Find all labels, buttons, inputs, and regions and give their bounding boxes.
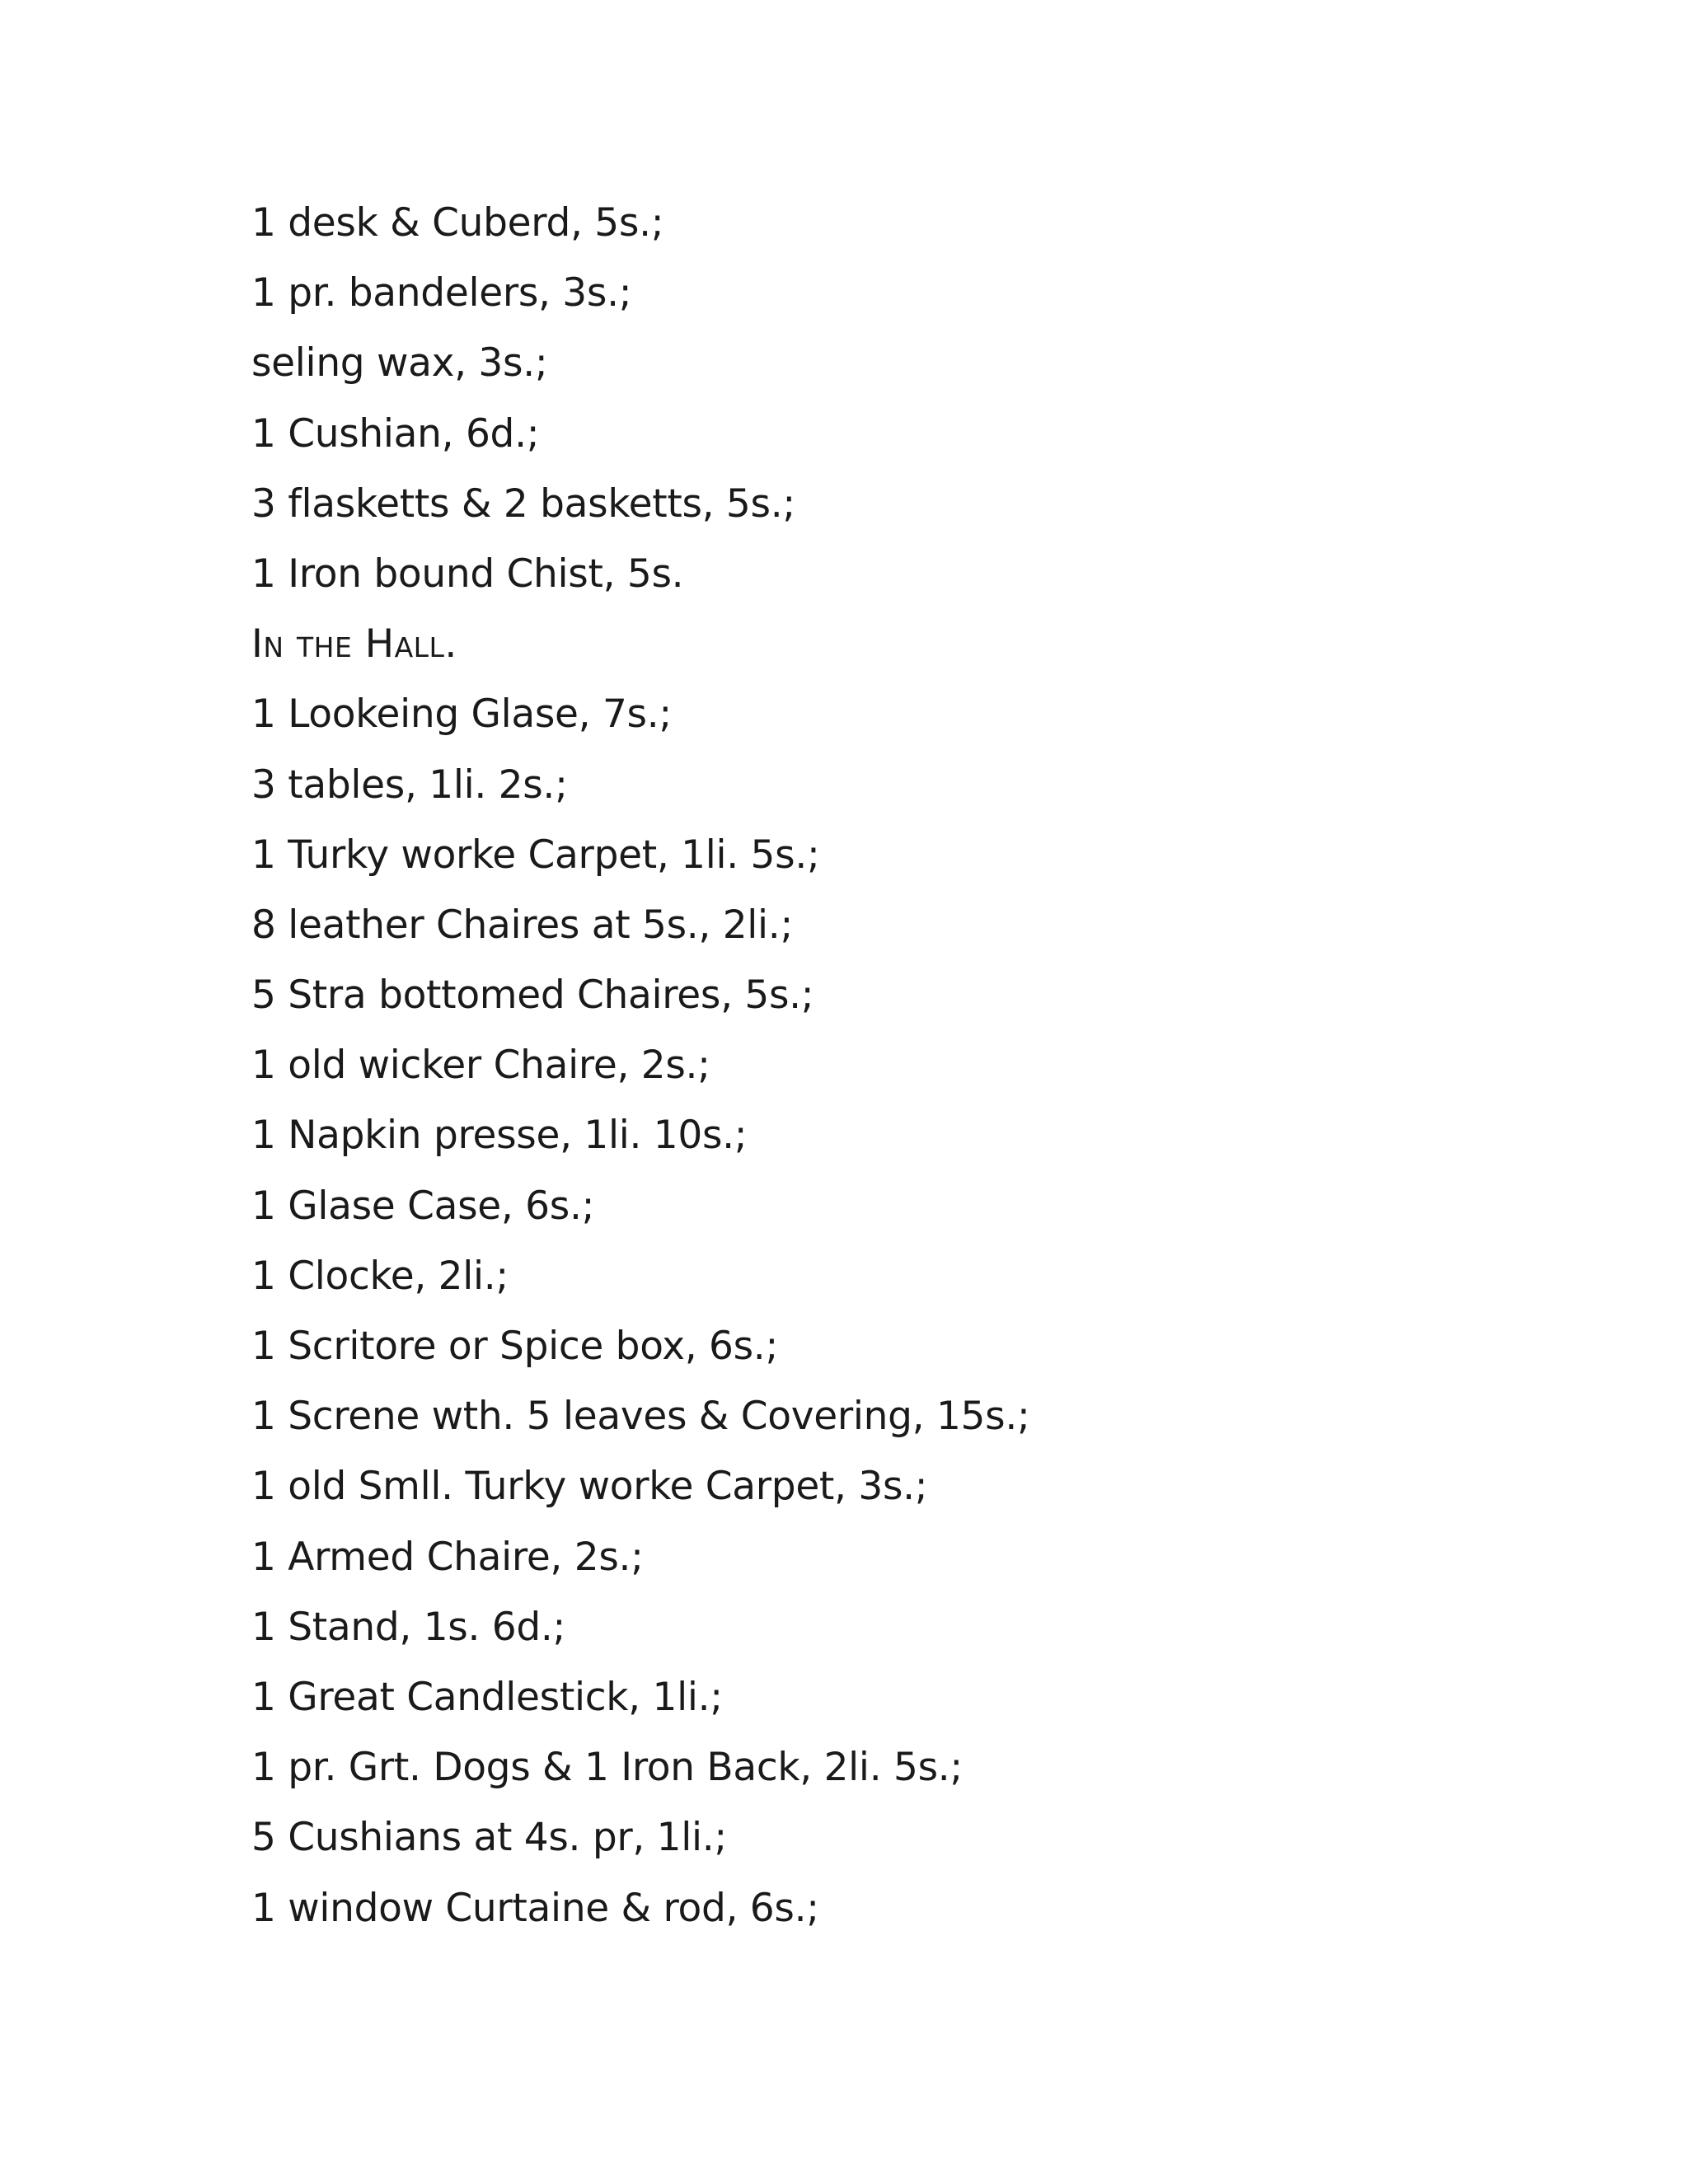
inventory-line: 1 old Smll. Turky worke Carpet, 3s.; xyxy=(251,1464,928,1510)
inventory-line: 1 Clocke, 2li.; xyxy=(251,1253,509,1299)
inventory-line: 1 Armed Chaire, 2s.; xyxy=(251,1534,644,1580)
inventory-line: 3 tables, 1li. 2s.; xyxy=(251,762,568,808)
inventory-line: 1 Cushian, 6d.; xyxy=(251,410,540,457)
inventory-line: 1 Scritore or Spice box, 6s.; xyxy=(251,1324,778,1369)
inventory-line: 1 Screne wth. 5 leaves & Covering, 15s.; xyxy=(251,1394,1030,1440)
section-heading: In the Hall. xyxy=(251,621,457,668)
inventory-line: 1 Glase Case, 6s.; xyxy=(251,1183,595,1229)
inventory-line: 1 Great Candlestick, 1li.; xyxy=(251,1674,723,1720)
inventory-line: 5 Cushians at 4s. pr, 1li.; xyxy=(251,1815,727,1861)
inventory-line: 1 desk & Cuberd, 5s.; xyxy=(251,200,664,246)
inventory-line: seling wax, 3s.; xyxy=(251,340,548,387)
inventory-list xyxy=(251,188,1030,1943)
inventory-line: 1 Iron bound Chist, 5s. xyxy=(251,551,684,597)
inventory-line: 1 window Curtaine & rod, 6s.; xyxy=(251,1885,819,1931)
inventory-line: 1 old wicker Chaire, 2s.; xyxy=(251,1043,710,1089)
inventory-line: 3 flasketts & 2 basketts, 5s.; xyxy=(251,480,795,527)
inventory-line: 5 Stra bottomed Chaires, 5s.; xyxy=(251,972,814,1019)
inventory-line: 1 pr. bandelers, 3s.; xyxy=(251,270,632,316)
inventory-line: 8 leather Chaires at 5s., 2li.; xyxy=(251,902,793,948)
inventory-line: 1 Turky worke Carpet, 1li. 5s.; xyxy=(251,832,820,878)
inventory-line: 1 Stand, 1s. 6d.; xyxy=(251,1604,566,1650)
inventory-line: 1 pr. Grt. Dogs & 1 Iron Back, 2li. 5s.; xyxy=(251,1745,963,1791)
inventory-line: 1 Napkin presse, 1li. 10s.; xyxy=(251,1113,748,1159)
inventory-line: 1 Lookeing Glase, 7s.; xyxy=(251,691,672,738)
